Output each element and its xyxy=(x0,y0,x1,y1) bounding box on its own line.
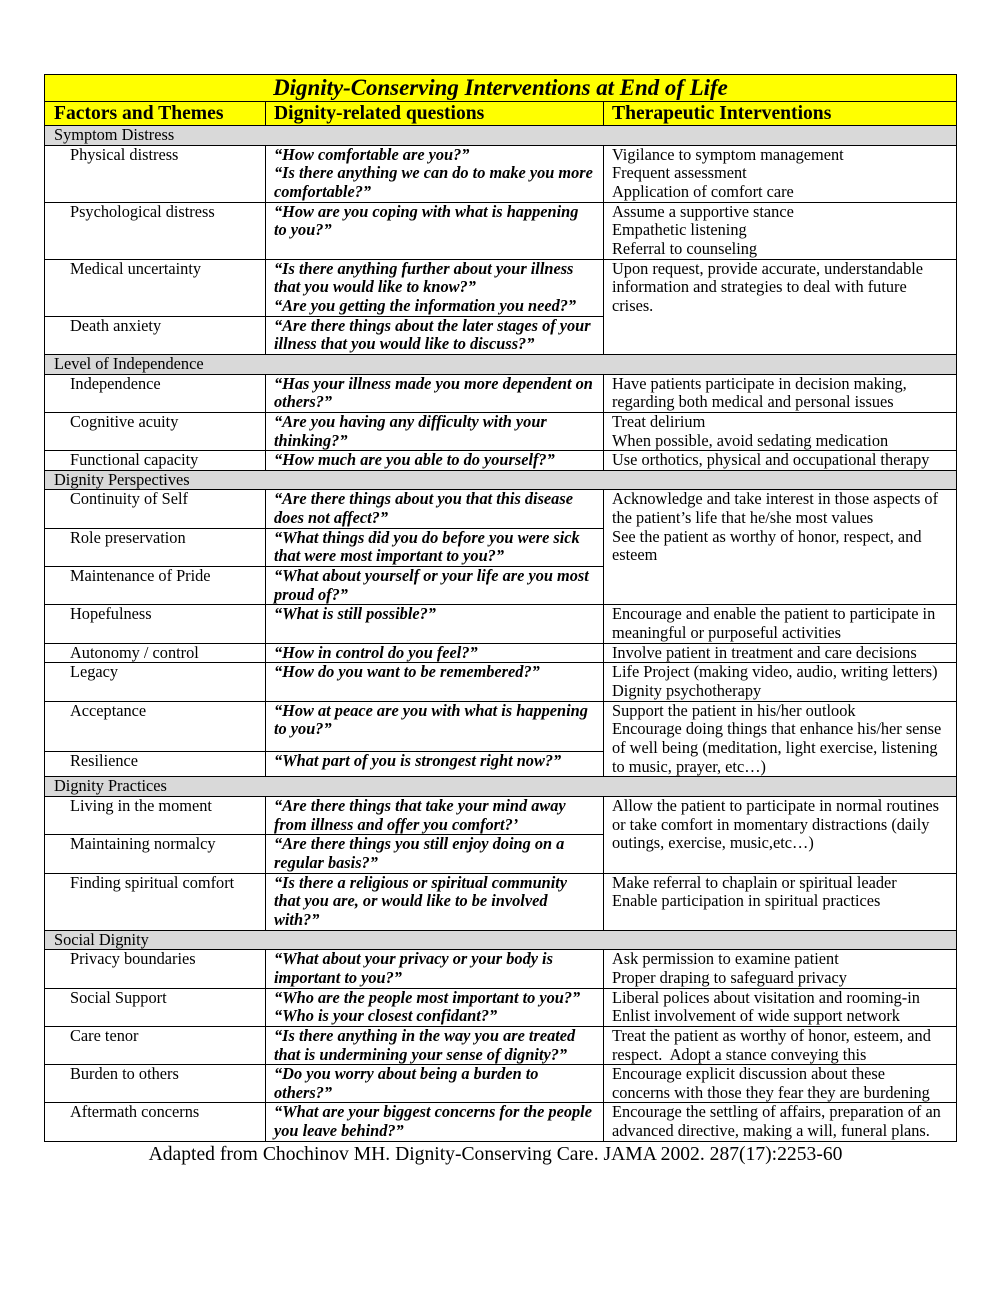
question-cell: “Are there things you still enjoy doing on a regular basis?” xyxy=(266,835,604,873)
question-cell: “What part of you is strongest right now?” xyxy=(266,751,604,777)
table-row xyxy=(45,796,957,834)
question-cell: “Is there a religious or spiritual community that you are, or would like to be involved with?” xyxy=(266,873,604,930)
question-cell: “What about your privacy or your body is important to you?” xyxy=(266,950,604,988)
section-row xyxy=(45,777,957,797)
intervention-cell: Liberal polices about visitation and rooming-in Enlist involvement of wide support network xyxy=(604,988,957,1026)
intervention-cell: Encourage and enable the patient to participate in meaningful or purposeful activities xyxy=(604,605,957,643)
column-header-interventions: Therapeutic Interventions xyxy=(604,102,957,126)
intervention-cell: Use orthotics, physical and occupational therapy xyxy=(604,451,957,471)
intervention-cell: Treat the patient as worthy of honor, esteem, and respect. Adopt a stance conveying this xyxy=(604,1026,957,1064)
intervention-cell: Involve patient in treatment and care decisions xyxy=(604,643,957,663)
table-row xyxy=(45,1103,957,1141)
intervention-cell: Assume a supportive stance Empathetic listening Referral to counseling xyxy=(604,202,957,259)
column-header-questions: Dignity-related questions xyxy=(266,102,604,126)
question-cell: “Are there things about you that this disease does not affect?” xyxy=(266,490,604,528)
factor-cell: Medical uncertainty xyxy=(45,259,266,316)
table-row xyxy=(45,1065,957,1103)
table-row xyxy=(45,950,957,988)
table-row xyxy=(45,202,957,259)
section-label: Dignity Practices xyxy=(45,777,957,797)
factor-cell: Physical distress xyxy=(45,145,266,202)
intervention-cell: Have patients participate in decision making, regarding both medical and personal issues xyxy=(604,374,957,412)
intervention-cell: Ask permission to examine patient Proper draping to safeguard privacy xyxy=(604,950,957,988)
factor-cell: Aftermath concerns xyxy=(45,1103,266,1141)
section-label: Dignity Perspectives xyxy=(45,470,957,490)
factor-cell: Burden to others xyxy=(45,1065,266,1103)
table-row xyxy=(45,701,957,751)
question-cell: “Is there anything in the way you are treated that is undermining your sense of dignity?” xyxy=(266,1026,604,1064)
question-cell: “What things did you do before you were sick that were most important to you?” xyxy=(266,528,604,566)
factor-cell: Functional capacity xyxy=(45,451,266,471)
section-row xyxy=(45,930,957,950)
table-row xyxy=(45,451,957,471)
section-label: Symptom Distress xyxy=(45,126,957,146)
factor-cell: Resilience xyxy=(45,751,266,777)
factor-cell: Living in the moment xyxy=(45,796,266,834)
question-cell: “What are your biggest concerns for the people you leave behind?” xyxy=(266,1103,604,1141)
question-cell: “Do you worry about being a burden to others?” xyxy=(266,1065,604,1103)
factor-cell: Social Support xyxy=(45,988,266,1026)
column-header-factors: Factors and Themes xyxy=(45,102,266,126)
table-row xyxy=(45,873,957,930)
table-row xyxy=(45,988,957,1026)
question-cell: “How are you coping with what is happening to you?” xyxy=(266,202,604,259)
question-cell: “Are you having any difficulty with your thinking?” xyxy=(266,412,604,450)
table-row xyxy=(45,643,957,663)
question-cell: “How at peace are you with what is happening to you?” xyxy=(266,701,604,751)
table-row xyxy=(45,605,957,643)
table-row xyxy=(45,412,957,450)
section-row xyxy=(45,354,957,374)
question-cell: “How comfortable are you?” “Is there anything we can do to make you more comfortable?” xyxy=(266,145,604,202)
factor-cell: Death anxiety xyxy=(45,316,266,354)
factor-cell: Cognitive acuity xyxy=(45,412,266,450)
factor-cell: Legacy xyxy=(45,663,266,701)
section-row xyxy=(45,470,957,490)
question-cell: “Who are the people most important to you?” “Who is your closest confidant?” xyxy=(266,988,604,1026)
intervention-cell: Life Project (making video, audio, writing letters) Dignity psychotherapy xyxy=(604,663,957,701)
table-row xyxy=(45,374,957,412)
question-cell: “How much are you able to do yourself?” xyxy=(266,451,604,471)
question-cell: “What about yourself or your life are you most proud of?” xyxy=(266,567,604,605)
table-row xyxy=(45,490,957,528)
intervention-cell: Encourage the settling of affairs, preparation of an advanced directive, making a will, funeral plans. xyxy=(604,1103,957,1141)
question-cell: “What is still possible?” xyxy=(266,605,604,643)
factor-cell: Maintenance of Pride xyxy=(45,567,266,605)
intervention-cell: Treat delirium When possible, avoid sedating medication xyxy=(604,412,957,450)
question-cell: “Has your illness made you more dependent on others?” xyxy=(266,374,604,412)
factor-cell: Continuity of Self xyxy=(45,490,266,528)
factor-cell: Psychological distress xyxy=(45,202,266,259)
factor-cell: Role preservation xyxy=(45,528,266,566)
table-row xyxy=(45,145,957,202)
factor-cell: Privacy boundaries xyxy=(45,950,266,988)
source-caption: Adapted from Chochinov MH. Dignity-Conserving Care. JAMA 2002. 287(17):2253-60 xyxy=(148,1144,843,1165)
intervention-cell: Acknowledge and take interest in those aspects of the patient’s life that he/she most values See the patient as worthy of honor, respect, and esteem xyxy=(604,490,957,605)
intervention-cell: Upon request, provide accurate, understandable information and strategies to deal with future crises. xyxy=(604,259,957,354)
factor-cell: Care tenor xyxy=(45,1026,266,1064)
title-row xyxy=(45,75,957,102)
table-row xyxy=(45,259,957,316)
question-cell: “Are there things about the later stages of your illness that you would like to discuss?” xyxy=(266,316,604,354)
question-cell: “Are there things that take your mind away from illness and offer you comfort?’ xyxy=(266,796,604,834)
table-row xyxy=(45,1026,957,1064)
section-row xyxy=(45,126,957,146)
intervention-cell: Allow the patient to participate in normal routines or take comfort in momentary distractions (daily outings, exercise, music,etc…) xyxy=(604,796,957,873)
section-label: Level of Independence xyxy=(45,354,957,374)
factor-cell: Acceptance xyxy=(45,701,266,751)
factor-cell: Independence xyxy=(45,374,266,412)
section-label: Social Dignity xyxy=(45,930,957,950)
question-cell: “How in control do you feel?” xyxy=(266,643,604,663)
factor-cell: Hopefulness xyxy=(45,605,266,643)
intervention-cell: Make referral to chaplain or spiritual leader Enable participation in spiritual practices xyxy=(604,873,957,930)
table-row xyxy=(45,663,957,701)
factor-cell: Maintaining normalcy xyxy=(45,835,266,873)
column-header-row xyxy=(45,102,957,126)
question-cell: “How do you want to be remembered?” xyxy=(266,663,604,701)
factor-cell: Finding spiritual comfort xyxy=(45,873,266,930)
factor-cell: Autonomy / control xyxy=(45,643,266,663)
question-cell: “Is there anything further about your illness that you would like to know?” “Are you getting the information you need?” xyxy=(266,259,604,316)
intervention-cell: Encourage explicit discussion about these concerns with those they fear they are burdening xyxy=(604,1065,957,1103)
intervention-cell: Vigilance to symptom management Frequent assessment Application of comfort care xyxy=(604,145,957,202)
intervention-cell: Support the patient in his/her outlook Encourage doing things that enhance his/her sense of well being (meditation, light exercise, listening to music, prayer, etc…) xyxy=(604,701,957,777)
dignity-interventions-table xyxy=(44,74,957,1142)
table-title: Dignity-Conserving Interventions at End of Life xyxy=(45,75,957,102)
